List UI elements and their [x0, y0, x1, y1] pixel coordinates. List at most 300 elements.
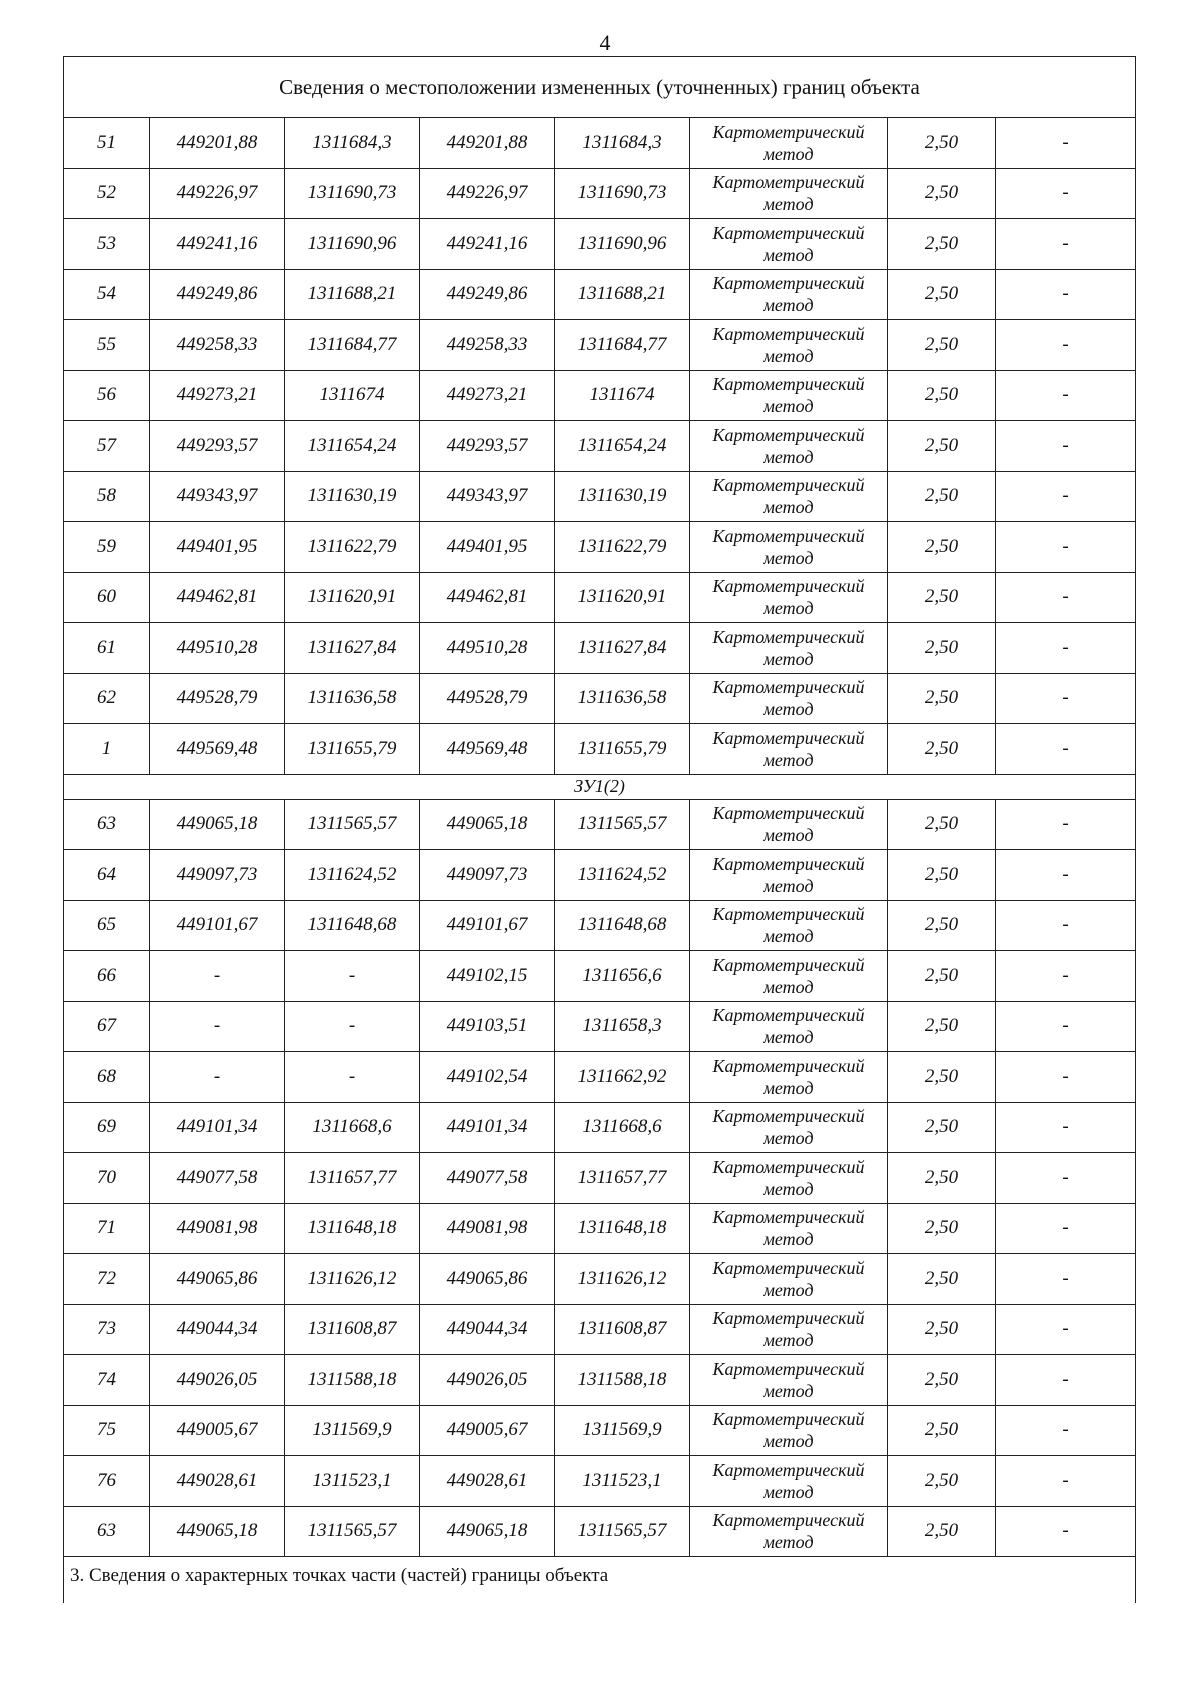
method-line-2: метод: [763, 926, 814, 947]
method-line-2: метод: [763, 1027, 814, 1048]
method-cell: [690, 1052, 888, 1103]
method-line-2: метод: [763, 825, 814, 846]
table-row: [64, 799, 1136, 850]
new-x-cell: 449201,88: [420, 118, 555, 169]
table-title: Сведения о местоположении измененных (уточненных) границ объекта: [64, 57, 1136, 118]
new-y-cell: 1311648,18: [555, 1203, 690, 1254]
new-y-cell: 1311627,84: [555, 623, 690, 674]
existing-x-cell: 449026,05: [150, 1355, 285, 1406]
new-x-cell: 449401,95: [420, 522, 555, 573]
new-x-cell: 449077,58: [420, 1153, 555, 1204]
accuracy-cell: 2,50: [888, 1102, 996, 1153]
point-number-cell: 76: [64, 1456, 150, 1507]
method-line-1: Картометрический: [712, 172, 865, 193]
method-line-1: Картометрический: [712, 374, 865, 395]
method-line-1: Картометрический: [712, 1106, 865, 1127]
new-x-cell: 449065,18: [420, 1506, 555, 1557]
new-y-cell: 1311690,96: [555, 219, 690, 270]
method-line-1: Картометрический: [712, 1459, 865, 1480]
method-line-2: метод: [763, 1229, 814, 1250]
new-y-cell: 1311656,6: [555, 951, 690, 1002]
group-label: ЗУ1(2): [64, 774, 1136, 799]
accuracy-cell: 2,50: [888, 168, 996, 219]
accuracy-cell: 2,50: [888, 269, 996, 320]
method-cell: [690, 269, 888, 320]
method-line-2: метод: [763, 1279, 814, 1300]
method-cell: [690, 1304, 888, 1355]
table-row: [64, 320, 1136, 371]
existing-x-cell: 449101,34: [150, 1102, 285, 1153]
point-number-cell: 67: [64, 1001, 150, 1052]
point-number-cell: 75: [64, 1405, 150, 1456]
new-y-cell: 1311588,18: [555, 1355, 690, 1406]
new-x-cell: 449101,67: [420, 900, 555, 951]
new-x-cell: 449103,51: [420, 1001, 555, 1052]
existing-y-cell: 1311565,57: [285, 799, 420, 850]
existing-y-cell: -: [285, 1001, 420, 1052]
description-cell: -: [996, 1102, 1136, 1153]
new-x-cell: 449028,61: [420, 1456, 555, 1507]
existing-x-cell: 449343,97: [150, 471, 285, 522]
new-y-cell: 1311626,12: [555, 1254, 690, 1305]
description-cell: -: [996, 168, 1136, 219]
new-y-cell: 1311569,9: [555, 1405, 690, 1456]
existing-x-cell: 449462,81: [150, 572, 285, 623]
new-y-cell: 1311688,21: [555, 269, 690, 320]
existing-y-cell: 1311684,3: [285, 118, 420, 169]
method-line-2: метод: [763, 598, 814, 619]
new-y-cell: 1311636,58: [555, 673, 690, 724]
new-y-cell: 1311684,77: [555, 320, 690, 371]
group-row: [64, 774, 1136, 799]
description-cell: -: [996, 623, 1136, 674]
existing-y-cell: 1311690,73: [285, 168, 420, 219]
method-cell: [690, 799, 888, 850]
existing-x-cell: 449258,33: [150, 320, 285, 371]
table-row: [64, 168, 1136, 219]
existing-x-cell: 449005,67: [150, 1405, 285, 1456]
method-cell: [690, 118, 888, 169]
new-y-cell: 1311668,6: [555, 1102, 690, 1153]
method-cell: [690, 572, 888, 623]
accuracy-cell: 2,50: [888, 799, 996, 850]
accuracy-cell: 2,50: [888, 900, 996, 951]
description-cell: -: [996, 951, 1136, 1002]
method-line-2: метод: [763, 1330, 814, 1351]
method-line-1: Картометрический: [712, 1207, 865, 1228]
table-row: [64, 522, 1136, 573]
existing-y-cell: 1311668,6: [285, 1102, 420, 1153]
method-line-1: Картометрический: [712, 677, 865, 698]
existing-y-cell: -: [285, 951, 420, 1002]
existing-y-cell: 1311622,79: [285, 522, 420, 573]
method-line-2: метод: [763, 1380, 814, 1401]
page-number: 4: [599, 30, 611, 55]
existing-y-cell: 1311627,84: [285, 623, 420, 674]
accuracy-cell: 2,50: [888, 118, 996, 169]
description-cell: -: [996, 1304, 1136, 1355]
table-row: [64, 370, 1136, 421]
description-cell: -: [996, 724, 1136, 775]
existing-x-cell: 449226,97: [150, 168, 285, 219]
existing-x-cell: 449081,98: [150, 1203, 285, 1254]
table-row: [64, 1304, 1136, 1355]
method-cell: [690, 421, 888, 472]
method-cell: [690, 900, 888, 951]
method-line-1: Картометрический: [712, 222, 865, 243]
description-cell: -: [996, 118, 1136, 169]
method-line-2: метод: [763, 699, 814, 720]
description-cell: -: [996, 1001, 1136, 1052]
method-line-1: Картометрический: [712, 424, 865, 445]
point-number-cell: 56: [64, 370, 150, 421]
method-line-1: Картометрический: [712, 904, 865, 925]
method-cell: [690, 1456, 888, 1507]
table-row: [64, 724, 1136, 775]
method-line-2: метод: [763, 1532, 814, 1553]
new-y-cell: 1311565,57: [555, 799, 690, 850]
method-line-1: Картометрический: [712, 475, 865, 496]
table-row: [64, 1254, 1136, 1305]
method-cell: [690, 1254, 888, 1305]
existing-y-cell: 1311655,79: [285, 724, 420, 775]
table-row: [64, 951, 1136, 1002]
method-line-2: метод: [763, 143, 814, 164]
method-line-1: Картометрический: [712, 273, 865, 294]
method-line-1: Картометрический: [712, 1358, 865, 1379]
accuracy-cell: 2,50: [888, 1355, 996, 1406]
point-number-cell: 61: [64, 623, 150, 674]
new-x-cell: 449102,54: [420, 1052, 555, 1103]
existing-x-cell: 449077,58: [150, 1153, 285, 1204]
method-cell: [690, 850, 888, 901]
new-x-cell: 449343,97: [420, 471, 555, 522]
point-number-cell: 54: [64, 269, 150, 320]
existing-x-cell: -: [150, 1052, 285, 1103]
accuracy-cell: 2,50: [888, 320, 996, 371]
existing-y-cell: 1311654,24: [285, 421, 420, 472]
method-line-1: Картометрический: [712, 576, 865, 597]
point-number-cell: 60: [64, 572, 150, 623]
method-cell: [690, 1405, 888, 1456]
description-cell: -: [996, 370, 1136, 421]
point-number-cell: 64: [64, 850, 150, 901]
method-line-1: Картометрический: [712, 727, 865, 748]
description-cell: -: [996, 320, 1136, 371]
new-y-cell: 1311657,77: [555, 1153, 690, 1204]
new-x-cell: 449258,33: [420, 320, 555, 371]
new-y-cell: 1311658,3: [555, 1001, 690, 1052]
table-row: [64, 900, 1136, 951]
point-number-cell: 57: [64, 421, 150, 472]
table-row: [64, 1506, 1136, 1557]
description-cell: -: [996, 900, 1136, 951]
existing-y-cell: 1311523,1: [285, 1456, 420, 1507]
new-y-cell: 1311620,91: [555, 572, 690, 623]
new-x-cell: 449065,18: [420, 799, 555, 850]
accuracy-cell: 2,50: [888, 421, 996, 472]
table-row: [64, 572, 1136, 623]
method-line-1: Картометрический: [712, 1409, 865, 1430]
point-number-cell: 62: [64, 673, 150, 724]
table-row: [64, 1456, 1136, 1507]
new-x-cell: 449241,16: [420, 219, 555, 270]
description-cell: -: [996, 269, 1136, 320]
new-y-cell: 1311684,3: [555, 118, 690, 169]
existing-x-cell: 449241,16: [150, 219, 285, 270]
existing-x-cell: 449293,57: [150, 421, 285, 472]
point-number-cell: 72: [64, 1254, 150, 1305]
description-cell: -: [996, 673, 1136, 724]
existing-y-cell: 1311674: [285, 370, 420, 421]
existing-y-cell: 1311648,68: [285, 900, 420, 951]
method-cell: [690, 724, 888, 775]
existing-y-cell: 1311648,18: [285, 1203, 420, 1254]
existing-y-cell: 1311620,91: [285, 572, 420, 623]
new-x-cell: 449081,98: [420, 1203, 555, 1254]
table-row: [64, 623, 1136, 674]
method-line-1: Картометрический: [712, 1055, 865, 1076]
method-line-2: метод: [763, 1128, 814, 1149]
description-cell: -: [996, 421, 1136, 472]
point-number-cell: 65: [64, 900, 150, 951]
existing-x-cell: 449101,67: [150, 900, 285, 951]
table-row: [64, 269, 1136, 320]
table-row: [64, 1405, 1136, 1456]
new-y-cell: 1311622,79: [555, 522, 690, 573]
method-line-1: Картометрический: [712, 121, 865, 142]
accuracy-cell: 2,50: [888, 219, 996, 270]
point-number-cell: 71: [64, 1203, 150, 1254]
accuracy-cell: 2,50: [888, 1456, 996, 1507]
method-line-1: Картометрический: [712, 626, 865, 647]
new-x-cell: 449528,79: [420, 673, 555, 724]
accuracy-cell: 2,50: [888, 1001, 996, 1052]
new-y-cell: 1311565,57: [555, 1506, 690, 1557]
existing-y-cell: 1311688,21: [285, 269, 420, 320]
description-cell: -: [996, 799, 1136, 850]
point-number-cell: 53: [64, 219, 150, 270]
point-number-cell: 68: [64, 1052, 150, 1103]
table-row: [64, 1102, 1136, 1153]
method-cell: [690, 623, 888, 674]
description-cell: -: [996, 219, 1136, 270]
new-x-cell: 449026,05: [420, 1355, 555, 1406]
description-cell: -: [996, 1506, 1136, 1557]
method-line-1: Картометрический: [712, 323, 865, 344]
point-number-cell: 69: [64, 1102, 150, 1153]
accuracy-cell: 2,50: [888, 1304, 996, 1355]
existing-x-cell: 449065,86: [150, 1254, 285, 1305]
accuracy-cell: 2,50: [888, 572, 996, 623]
point-number-cell: 70: [64, 1153, 150, 1204]
method-line-1: Картометрический: [712, 954, 865, 975]
accuracy-cell: 2,50: [888, 1153, 996, 1204]
existing-x-cell: -: [150, 1001, 285, 1052]
new-y-cell: 1311648,68: [555, 900, 690, 951]
existing-y-cell: -: [285, 1052, 420, 1103]
method-line-2: метод: [763, 1178, 814, 1199]
new-x-cell: 449569,48: [420, 724, 555, 775]
method-line-2: метод: [763, 1077, 814, 1098]
method-line-2: метод: [763, 648, 814, 669]
existing-y-cell: 1311636,58: [285, 673, 420, 724]
point-number-cell: 55: [64, 320, 150, 371]
method-cell: [690, 320, 888, 371]
method-line-1: Картометрический: [712, 1156, 865, 1177]
method-line-2: метод: [763, 1481, 814, 1502]
table-row: [64, 1153, 1136, 1204]
method-cell: [690, 1001, 888, 1052]
table-row: [64, 471, 1136, 522]
method-cell: [690, 1355, 888, 1406]
point-number-cell: 59: [64, 522, 150, 573]
description-cell: -: [996, 850, 1136, 901]
accuracy-cell: 2,50: [888, 1052, 996, 1103]
description-cell: -: [996, 1153, 1136, 1204]
method-cell: [690, 370, 888, 421]
existing-y-cell: 1311588,18: [285, 1355, 420, 1406]
point-number-cell: 63: [64, 1506, 150, 1557]
method-cell: [690, 673, 888, 724]
description-cell: -: [996, 1254, 1136, 1305]
new-x-cell: 449462,81: [420, 572, 555, 623]
existing-y-cell: 1311565,57: [285, 1506, 420, 1557]
method-cell: [690, 1153, 888, 1204]
description-cell: -: [996, 1405, 1136, 1456]
existing-y-cell: 1311630,19: [285, 471, 420, 522]
existing-x-cell: 449510,28: [150, 623, 285, 674]
method-line-1: Картометрический: [712, 1257, 865, 1278]
description-cell: -: [996, 1355, 1136, 1406]
new-y-cell: 1311662,92: [555, 1052, 690, 1103]
method-cell: [690, 471, 888, 522]
new-y-cell: 1311523,1: [555, 1456, 690, 1507]
method-line-2: метод: [763, 749, 814, 770]
method-line-1: Картометрический: [712, 1005, 865, 1026]
point-number-cell: 52: [64, 168, 150, 219]
new-x-cell: 449101,34: [420, 1102, 555, 1153]
table-row: [64, 118, 1136, 169]
new-y-cell: 1311654,24: [555, 421, 690, 472]
point-number-cell: 73: [64, 1304, 150, 1355]
point-number-cell: 1: [64, 724, 150, 775]
description-cell: -: [996, 1456, 1136, 1507]
point-number-cell: 58: [64, 471, 150, 522]
point-number-cell: 51: [64, 118, 150, 169]
existing-y-cell: 1311624,52: [285, 850, 420, 901]
existing-y-cell: 1311569,9: [285, 1405, 420, 1456]
existing-y-cell: 1311684,77: [285, 320, 420, 371]
existing-x-cell: 449401,95: [150, 522, 285, 573]
accuracy-cell: 2,50: [888, 471, 996, 522]
existing-x-cell: 449044,34: [150, 1304, 285, 1355]
method-line-2: метод: [763, 446, 814, 467]
existing-x-cell: 449249,86: [150, 269, 285, 320]
new-x-cell: 449044,34: [420, 1304, 555, 1355]
accuracy-cell: 2,50: [888, 623, 996, 674]
accuracy-cell: 2,50: [888, 673, 996, 724]
method-line-1: Картометрический: [712, 803, 865, 824]
existing-y-cell: 1311608,87: [285, 1304, 420, 1355]
method-line-2: метод: [763, 244, 814, 265]
new-x-cell: 449097,73: [420, 850, 555, 901]
accuracy-cell: 2,50: [888, 1254, 996, 1305]
new-x-cell: 449226,97: [420, 168, 555, 219]
method-line-2: метод: [763, 976, 814, 997]
table-row: [64, 673, 1136, 724]
table-row: [64, 219, 1136, 270]
existing-y-cell: 1311657,77: [285, 1153, 420, 1204]
description-cell: -: [996, 572, 1136, 623]
accuracy-cell: 2,50: [888, 370, 996, 421]
method-line-2: метод: [763, 295, 814, 316]
new-x-cell: 449273,21: [420, 370, 555, 421]
boundary-table: [63, 56, 1136, 1603]
new-y-cell: 1311608,87: [555, 1304, 690, 1355]
method-line-1: Картометрический: [712, 1510, 865, 1531]
method-line-1: Картометрический: [712, 853, 865, 874]
method-line-1: Картометрический: [712, 1308, 865, 1329]
description-cell: -: [996, 522, 1136, 573]
method-line-2: метод: [763, 1431, 814, 1452]
new-x-cell: 449293,57: [420, 421, 555, 472]
method-line-2: метод: [763, 875, 814, 896]
method-cell: [690, 1506, 888, 1557]
description-cell: -: [996, 471, 1136, 522]
new-x-cell: 449102,15: [420, 951, 555, 1002]
new-x-cell: 449249,86: [420, 269, 555, 320]
section-heading: 3. Сведения о характерных точках части (частей) границы объекта: [64, 1557, 1136, 1604]
existing-x-cell: 449065,18: [150, 799, 285, 850]
new-y-cell: 1311674: [555, 370, 690, 421]
method-line-2: метод: [763, 396, 814, 417]
accuracy-cell: 2,50: [888, 522, 996, 573]
existing-x-cell: 449097,73: [150, 850, 285, 901]
method-cell: [690, 1102, 888, 1153]
table-row: [64, 1052, 1136, 1103]
table-row: [64, 1203, 1136, 1254]
new-y-cell: 1311624,52: [555, 850, 690, 901]
footer-row: [64, 1557, 1136, 1604]
existing-x-cell: 449528,79: [150, 673, 285, 724]
new-x-cell: 449005,67: [420, 1405, 555, 1456]
existing-y-cell: 1311690,96: [285, 219, 420, 270]
existing-x-cell: 449201,88: [150, 118, 285, 169]
new-y-cell: 1311655,79: [555, 724, 690, 775]
existing-x-cell: 449569,48: [150, 724, 285, 775]
table-row: [64, 421, 1136, 472]
point-number-cell: 63: [64, 799, 150, 850]
point-number-cell: 74: [64, 1355, 150, 1406]
new-y-cell: 1311690,73: [555, 168, 690, 219]
existing-x-cell: 449028,61: [150, 1456, 285, 1507]
new-x-cell: 449065,86: [420, 1254, 555, 1305]
accuracy-cell: 2,50: [888, 951, 996, 1002]
point-number-cell: 66: [64, 951, 150, 1002]
table-row: [64, 850, 1136, 901]
existing-x-cell: 449273,21: [150, 370, 285, 421]
new-y-cell: 1311630,19: [555, 471, 690, 522]
method-cell: [690, 1203, 888, 1254]
table-row: [64, 1355, 1136, 1406]
method-cell: [690, 219, 888, 270]
method-line-2: метод: [763, 194, 814, 215]
description-cell: -: [996, 1052, 1136, 1103]
method-line-1: Картометрический: [712, 525, 865, 546]
accuracy-cell: 2,50: [888, 1203, 996, 1254]
accuracy-cell: 2,50: [888, 850, 996, 901]
